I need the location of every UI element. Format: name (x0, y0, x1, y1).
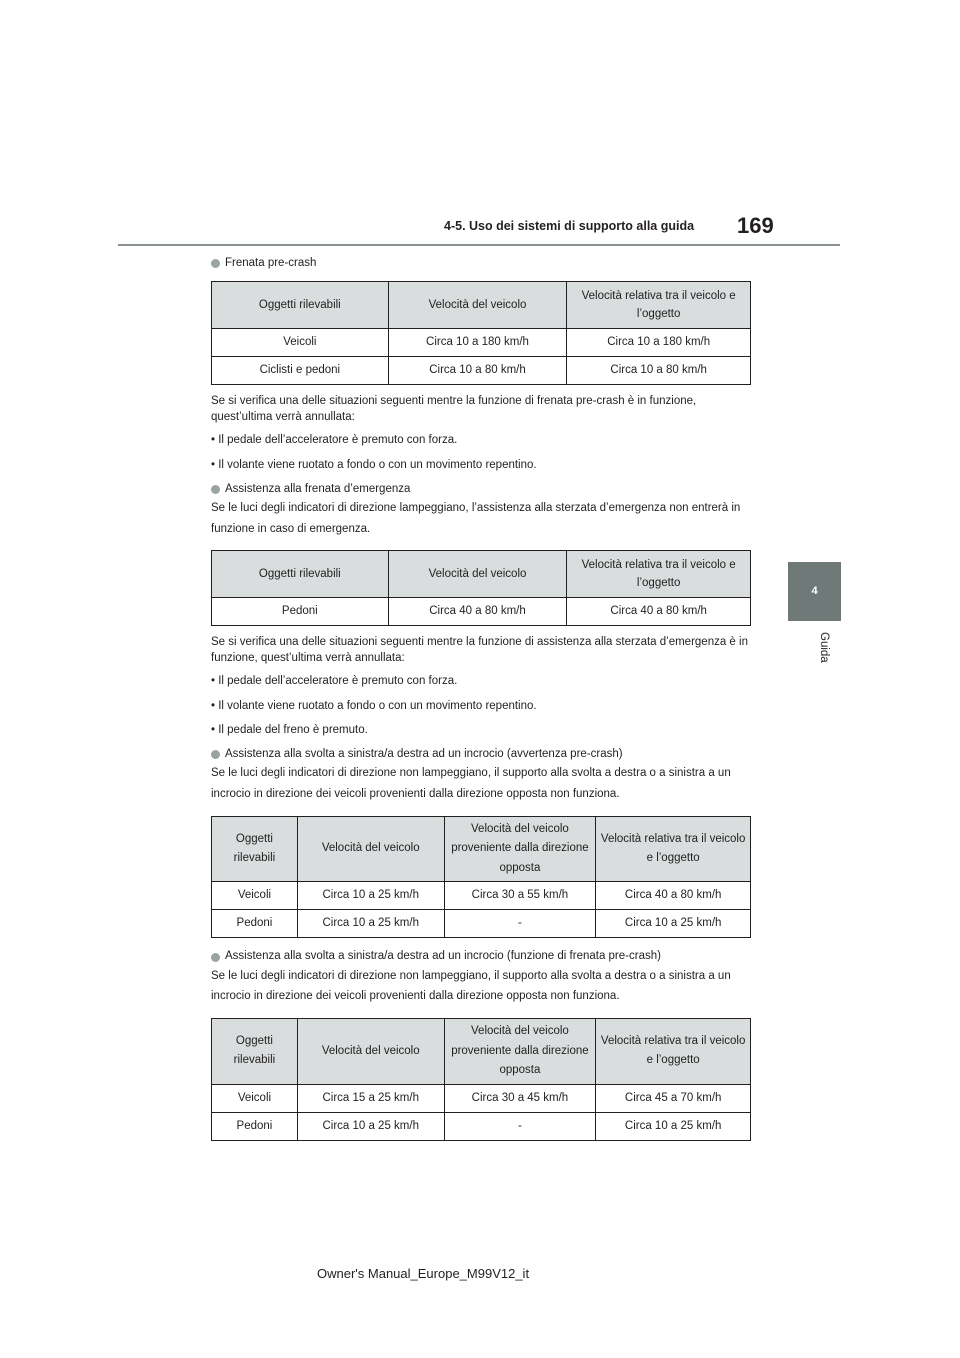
spec-table (211, 1018, 751, 1141)
table-cell: Circa 30 a 45 km/h (444, 1084, 596, 1112)
table-cell: Circa 10 a 80 km/h (567, 357, 751, 385)
table-header-cell: Velocità del veicolo (388, 551, 567, 598)
spec-table (211, 816, 751, 939)
table-cell: Circa 10 a 25 km/h (297, 1112, 444, 1140)
table-cell: Circa 45 a 70 km/h (596, 1084, 751, 1112)
bullet-circle-icon (211, 953, 220, 962)
table-header-cell: Oggetti rilevabili (212, 282, 389, 329)
section-heading (211, 948, 751, 965)
bullet-circle-icon (211, 485, 220, 494)
table-header-row (212, 816, 751, 882)
table-header-cell: Velocità relativa tra il veicolo e l’oggetto (567, 282, 751, 329)
table-cell: Circa 30 a 55 km/h (444, 882, 596, 910)
table-cell: Pedoni (212, 910, 298, 938)
table-cell: Circa 10 a 25 km/h (596, 1112, 751, 1140)
document-footer: Owner's Manual_Europe_M99V12_it (317, 1266, 530, 1281)
table-header-row (212, 282, 751, 329)
section-heading (211, 481, 751, 498)
list-item: • Il volante viene ruotato a fondo o con un movimento repentino. (211, 458, 537, 471)
chapter-label: Guida (818, 632, 830, 663)
table-cell: Circa 10 a 80 km/h (388, 357, 567, 385)
section-heading (211, 255, 751, 272)
table-cell: - (444, 910, 596, 938)
table-header-row (212, 1019, 751, 1085)
spec-table (211, 281, 751, 385)
table-header-cell: Oggetti rilevabili (212, 1019, 298, 1085)
list-item: • Il pedale dell’acceleratore è premuto con forza. (211, 434, 458, 447)
table-header-cell: Velocità del veicolo (388, 282, 567, 329)
header-divider (118, 244, 840, 246)
table-cell: Circa 40 a 80 km/h (567, 598, 751, 626)
table-cell: Veicoli (212, 329, 389, 357)
page-content (211, 255, 751, 1141)
table-header-cell: Oggetti rilevabili (212, 816, 298, 882)
table-header-cell: Velocità relativa tra il veicolo e l’oggetto (596, 1019, 751, 1085)
table-cell: Circa 10 a 180 km/h (388, 329, 567, 357)
table-header-cell: Velocità del veicolo proveniente dalla direzione opposta (444, 1019, 596, 1085)
table-header-cell: Velocità relativa tra il veicolo e l’oggetto (567, 551, 751, 598)
paragraph: Se le luci degli indicatori di direzione lampeggiano, l’assistenza alla sterzata d’emergenza non entrerà in funzione in caso di emergenza. (211, 502, 741, 535)
list-item: • Il pedale dell’acceleratore è premuto con forza. (211, 675, 458, 688)
section-heading (211, 746, 751, 763)
section-heading-text: Assistenza alla svolta a sinistra/a destra ad un incrocio (avvertenza pre-crash) (225, 748, 623, 761)
paragraph: Se si verifica una delle situazioni seguenti mentre la funzione di frenata pre-crash è in funzione, quest’ultima verrà annullata: (211, 395, 697, 423)
table-cell: Veicoli (212, 882, 298, 910)
paragraph: Se le luci degli indicatori di direzione non lampeggiano, il supporto alla svolta a destra o a sinistra a un incrocio in direzione dei veicoli provenienti dalla direzione opposta non funziona. (211, 767, 731, 801)
list-item: • Il volante viene ruotato a fondo o con un movimento repentino. (211, 699, 537, 712)
table-row (212, 882, 751, 910)
section-heading-text: Frenata pre-crash (225, 257, 317, 269)
table-header-cell: Oggetti rilevabili (212, 551, 389, 598)
table-cell: Circa 10 a 25 km/h (297, 882, 444, 910)
table-row (212, 357, 751, 385)
table-cell: - (444, 1112, 596, 1140)
paragraph: Se si verifica una delle situazioni seguenti mentre la funzione di assistenza alla sterzata d’emergenza è in funzione, quest’ultima verrà annullata: (211, 636, 748, 664)
table-cell: Circa 10 a 25 km/h (297, 910, 444, 938)
table-cell: Circa 40 a 80 km/h (388, 598, 567, 626)
section-heading-text: Assistenza alla svolta a sinistra/a destra ad un incrocio (funzione di frenata pre-crash) (225, 950, 661, 963)
bullet-circle-icon (211, 259, 220, 268)
table-cell: Pedoni (212, 1112, 298, 1140)
table-header-row (212, 551, 751, 598)
bullet-circle-icon (211, 750, 220, 759)
table-row (212, 1084, 751, 1112)
list-item: • Il pedale del freno è premuto. (211, 723, 368, 736)
table-row (212, 329, 751, 357)
table-cell: Veicoli (212, 1084, 298, 1112)
table-header-cell: Velocità relativa tra il veicolo e l’oggetto (596, 816, 751, 882)
table-cell: Circa 15 a 25 km/h (297, 1084, 444, 1112)
table-cell: Circa 10 a 180 km/h (567, 329, 751, 357)
section-title: 4-5. Uso dei sistemi di supporto alla guida (444, 219, 695, 233)
table-row (212, 910, 751, 938)
page-number: 169 (737, 213, 774, 238)
paragraph: Se le luci degli indicatori di direzione non lampeggiano, il supporto alla svolta a destra o a sinistra a un incrocio in direzione dei veicoli provenienti dalla direzione opposta non funziona. (211, 969, 731, 1003)
spec-table (211, 550, 751, 626)
table-cell: Ciclisti e pedoni (212, 357, 389, 385)
table-header-cell: Velocità del veicolo (297, 816, 444, 882)
chapter-tab[interactable]: 4 (788, 562, 841, 621)
table-cell: Circa 10 a 25 km/h (596, 910, 751, 938)
table-row (212, 598, 751, 626)
table-header-cell: Velocità del veicolo (297, 1019, 444, 1085)
table-row (212, 1112, 751, 1140)
table-cell: Circa 40 a 80 km/h (596, 882, 751, 910)
table-header-cell: Velocità del veicolo proveniente dalla direzione opposta (444, 816, 596, 882)
section-heading-text: Assistenza alla frenata d’emergenza (225, 482, 411, 495)
table-cell: Pedoni (212, 598, 389, 626)
